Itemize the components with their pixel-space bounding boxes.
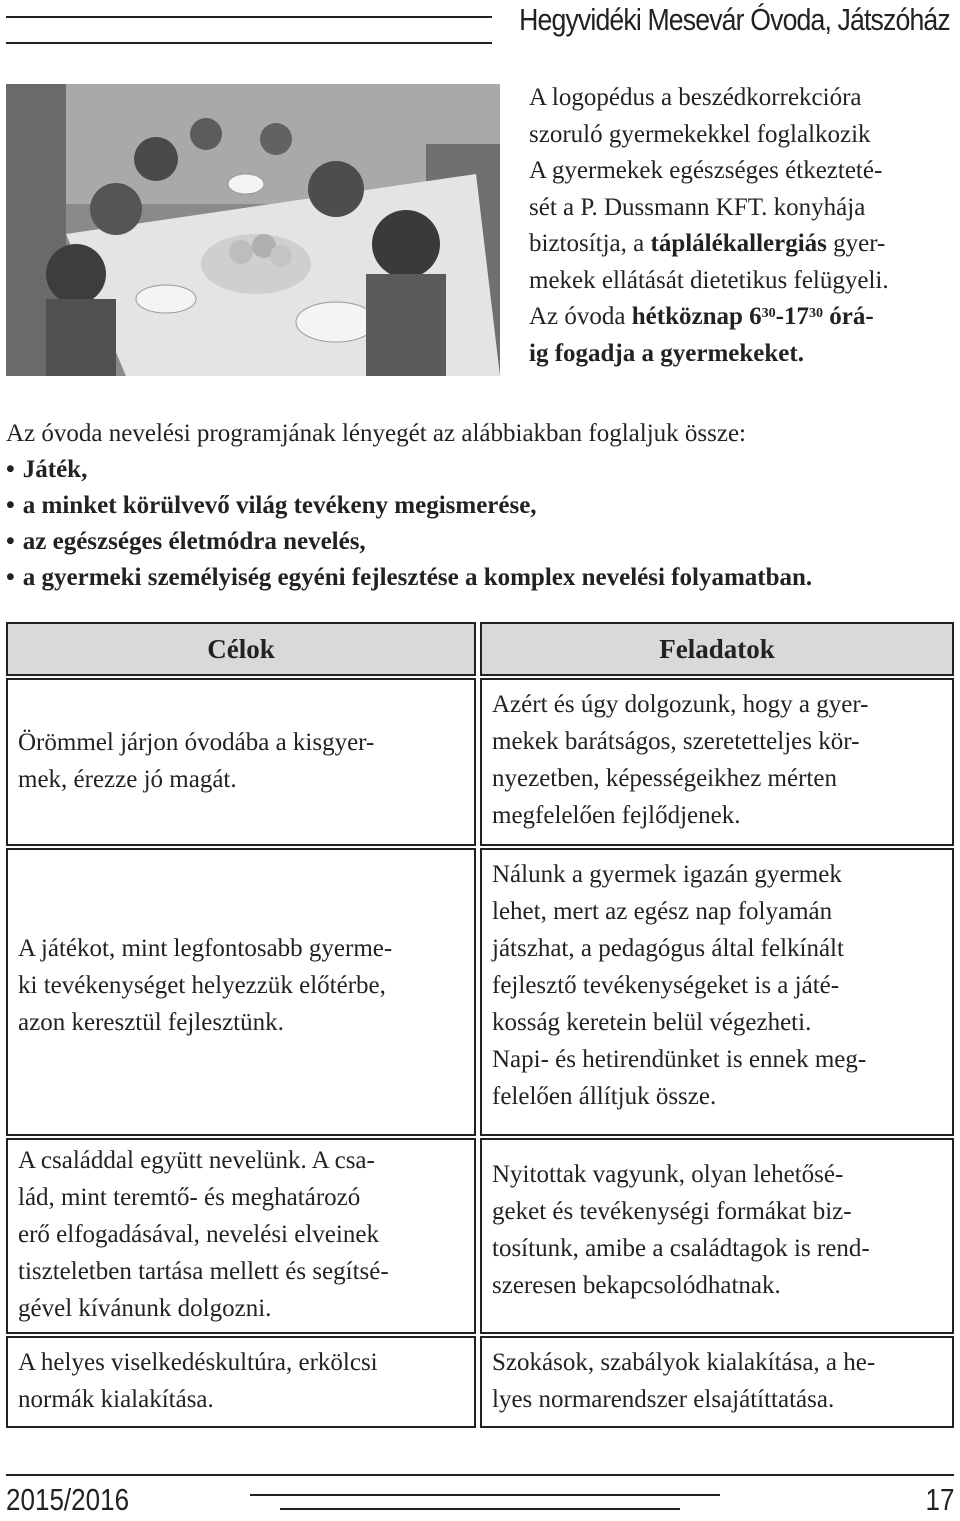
page-header-title: Hegyvidéki Mesevár Óvoda, Játszóház <box>519 2 950 37</box>
side-line-6: mekek ellátását dietetikus felügyeli. <box>529 266 889 294</box>
task-cell <box>480 1336 954 1428</box>
opening-start: hétköznap 6 <box>631 303 762 330</box>
cell-line: A családdal együtt nevelünk. A csa- <box>18 1147 375 1174</box>
footer-year: 2015/2016 <box>6 1482 130 1517</box>
footer-rule-center <box>280 1508 680 1510</box>
cell-line: lyes normarendszer elsajátíttatása. <box>492 1386 835 1413</box>
cell-line: Azért és úgy dolgozunk, hogy a gyer- <box>492 691 869 718</box>
side-line-8-bold: ig fogadja a gyermekeket. <box>529 339 804 367</box>
goal-cell <box>6 1336 476 1428</box>
task-cell <box>480 1138 954 1334</box>
footer-rule-top <box>6 1474 954 1476</box>
cell-line: lehet, mert az egész nap folyamán <box>492 898 833 925</box>
cell-line: normák kialakítása. <box>18 1386 214 1413</box>
cell-line: A játékot, mint legfontosabb gyerme- <box>18 935 393 962</box>
intro-lead: Az óvoda nevelési programjának lényegét az alábbiakban foglaljuk össze: <box>6 420 746 447</box>
cell-line: Szokások, szabályok kialakítása, a he- <box>492 1349 876 1376</box>
cell-line: Napi- és hetirendünket is ennek meg- <box>492 1046 867 1073</box>
side-line-5-bold: táplálékallergiás <box>650 230 827 257</box>
children-eating-photo <box>6 84 500 376</box>
header-tasks: Feladatok <box>480 622 954 676</box>
bullet-item: • az egészséges életmódra nevelés, <box>6 524 956 560</box>
cell-line: tosítunk, amibe a családtagok is rend- <box>492 1235 870 1262</box>
side-line-8 <box>529 336 959 373</box>
task-cell <box>480 678 954 846</box>
cell-line: szeresen bekapcsolódhatnak. <box>492 1272 781 1299</box>
cell-line: megfelelően fejlődjenek. <box>492 802 741 829</box>
cell-line: Nyitottak vagyunk, olyan lehetősé- <box>492 1161 844 1188</box>
header-goals: Célok <box>6 622 476 676</box>
page-number: 17 <box>925 1482 954 1517</box>
side-line-4: sét a P. Dussmann KFT. konyhája <box>529 193 866 221</box>
side-paragraph <box>529 80 959 372</box>
cell-line: azon keresztül fejlesztünk. <box>18 1009 284 1036</box>
cell-line: A helyes viselkedéskultúra, erkölcsi <box>18 1349 378 1376</box>
page-footer <box>0 1474 960 1521</box>
side-line-5-end: gyer- <box>826 230 886 257</box>
opening-suffix: órá- <box>822 303 874 330</box>
cell-line: kosság keretein belül végezheti. <box>492 1009 812 1036</box>
cell-line: mek, érezze jó magát. <box>18 766 237 793</box>
side-line-7-bold <box>632 303 874 330</box>
goal-cell <box>6 848 476 1136</box>
opening-start-minutes: 30 <box>761 306 776 321</box>
side-line-7 <box>529 299 959 336</box>
cell-line: ki tevékenységet helyezzük előtérbe, <box>18 972 386 999</box>
cell-line: erő elfogadásával, nevelési elveinek <box>18 1221 379 1248</box>
side-line-5 <box>529 226 959 263</box>
bullet-item: • Játék, <box>6 452 956 488</box>
cell-line: mekek barátságos, szeretetteljes kör- <box>492 728 860 755</box>
cell-line: nyezetben, képességeikhez mérten <box>492 765 837 792</box>
footer-rule-left <box>250 1494 720 1496</box>
program-bullet-list <box>6 452 956 596</box>
goal-cell <box>6 1138 476 1334</box>
side-line-7-text: Az óvoda <box>529 303 632 330</box>
bullet-item: • a gyermeki személyiség egyéni fejlesztése a komplex nevelési folyamatban. <box>6 560 956 596</box>
opening-end: -17 <box>775 303 809 330</box>
cell-line: lád, mint teremtő- és meghatározó <box>18 1184 361 1211</box>
side-line-5-text: biztosítja, a <box>529 230 651 257</box>
side-line-2: szoruló gyermekekkel foglalkozik <box>529 120 871 148</box>
side-line-3: A gyermekek egészséges étkezteté- <box>529 157 883 184</box>
header-rule-bottom <box>6 42 492 44</box>
cell-line: geket és tevékenységi formákat biz- <box>492 1198 852 1225</box>
cell-line: Örömmel járjon óvodába a kisgyer- <box>18 729 375 756</box>
cell-line: Nálunk a gyermek igazán gyermek <box>492 861 842 888</box>
opening-end-minutes: 30 <box>808 306 823 321</box>
side-line-1: A logopédus a beszédkorrekcióra <box>529 84 862 111</box>
task-cell <box>480 848 954 1136</box>
cell-line: gével kívánunk dolgozni. <box>18 1295 272 1322</box>
cell-line: tiszteletben tartása mellett és segítsé- <box>18 1258 389 1285</box>
header-rule-top <box>6 16 492 18</box>
cell-line: játszhat, a pedagógus által felkínált <box>492 935 844 962</box>
cell-line: felelően állítjuk össze. <box>492 1083 717 1110</box>
goal-cell <box>6 678 476 846</box>
bullet-item: • a minket körülvevő világ tevékeny megismerése, <box>6 488 956 524</box>
cell-line: fejlesztő tevékenységeket is a játé- <box>492 972 840 999</box>
program-summary <box>6 416 956 596</box>
